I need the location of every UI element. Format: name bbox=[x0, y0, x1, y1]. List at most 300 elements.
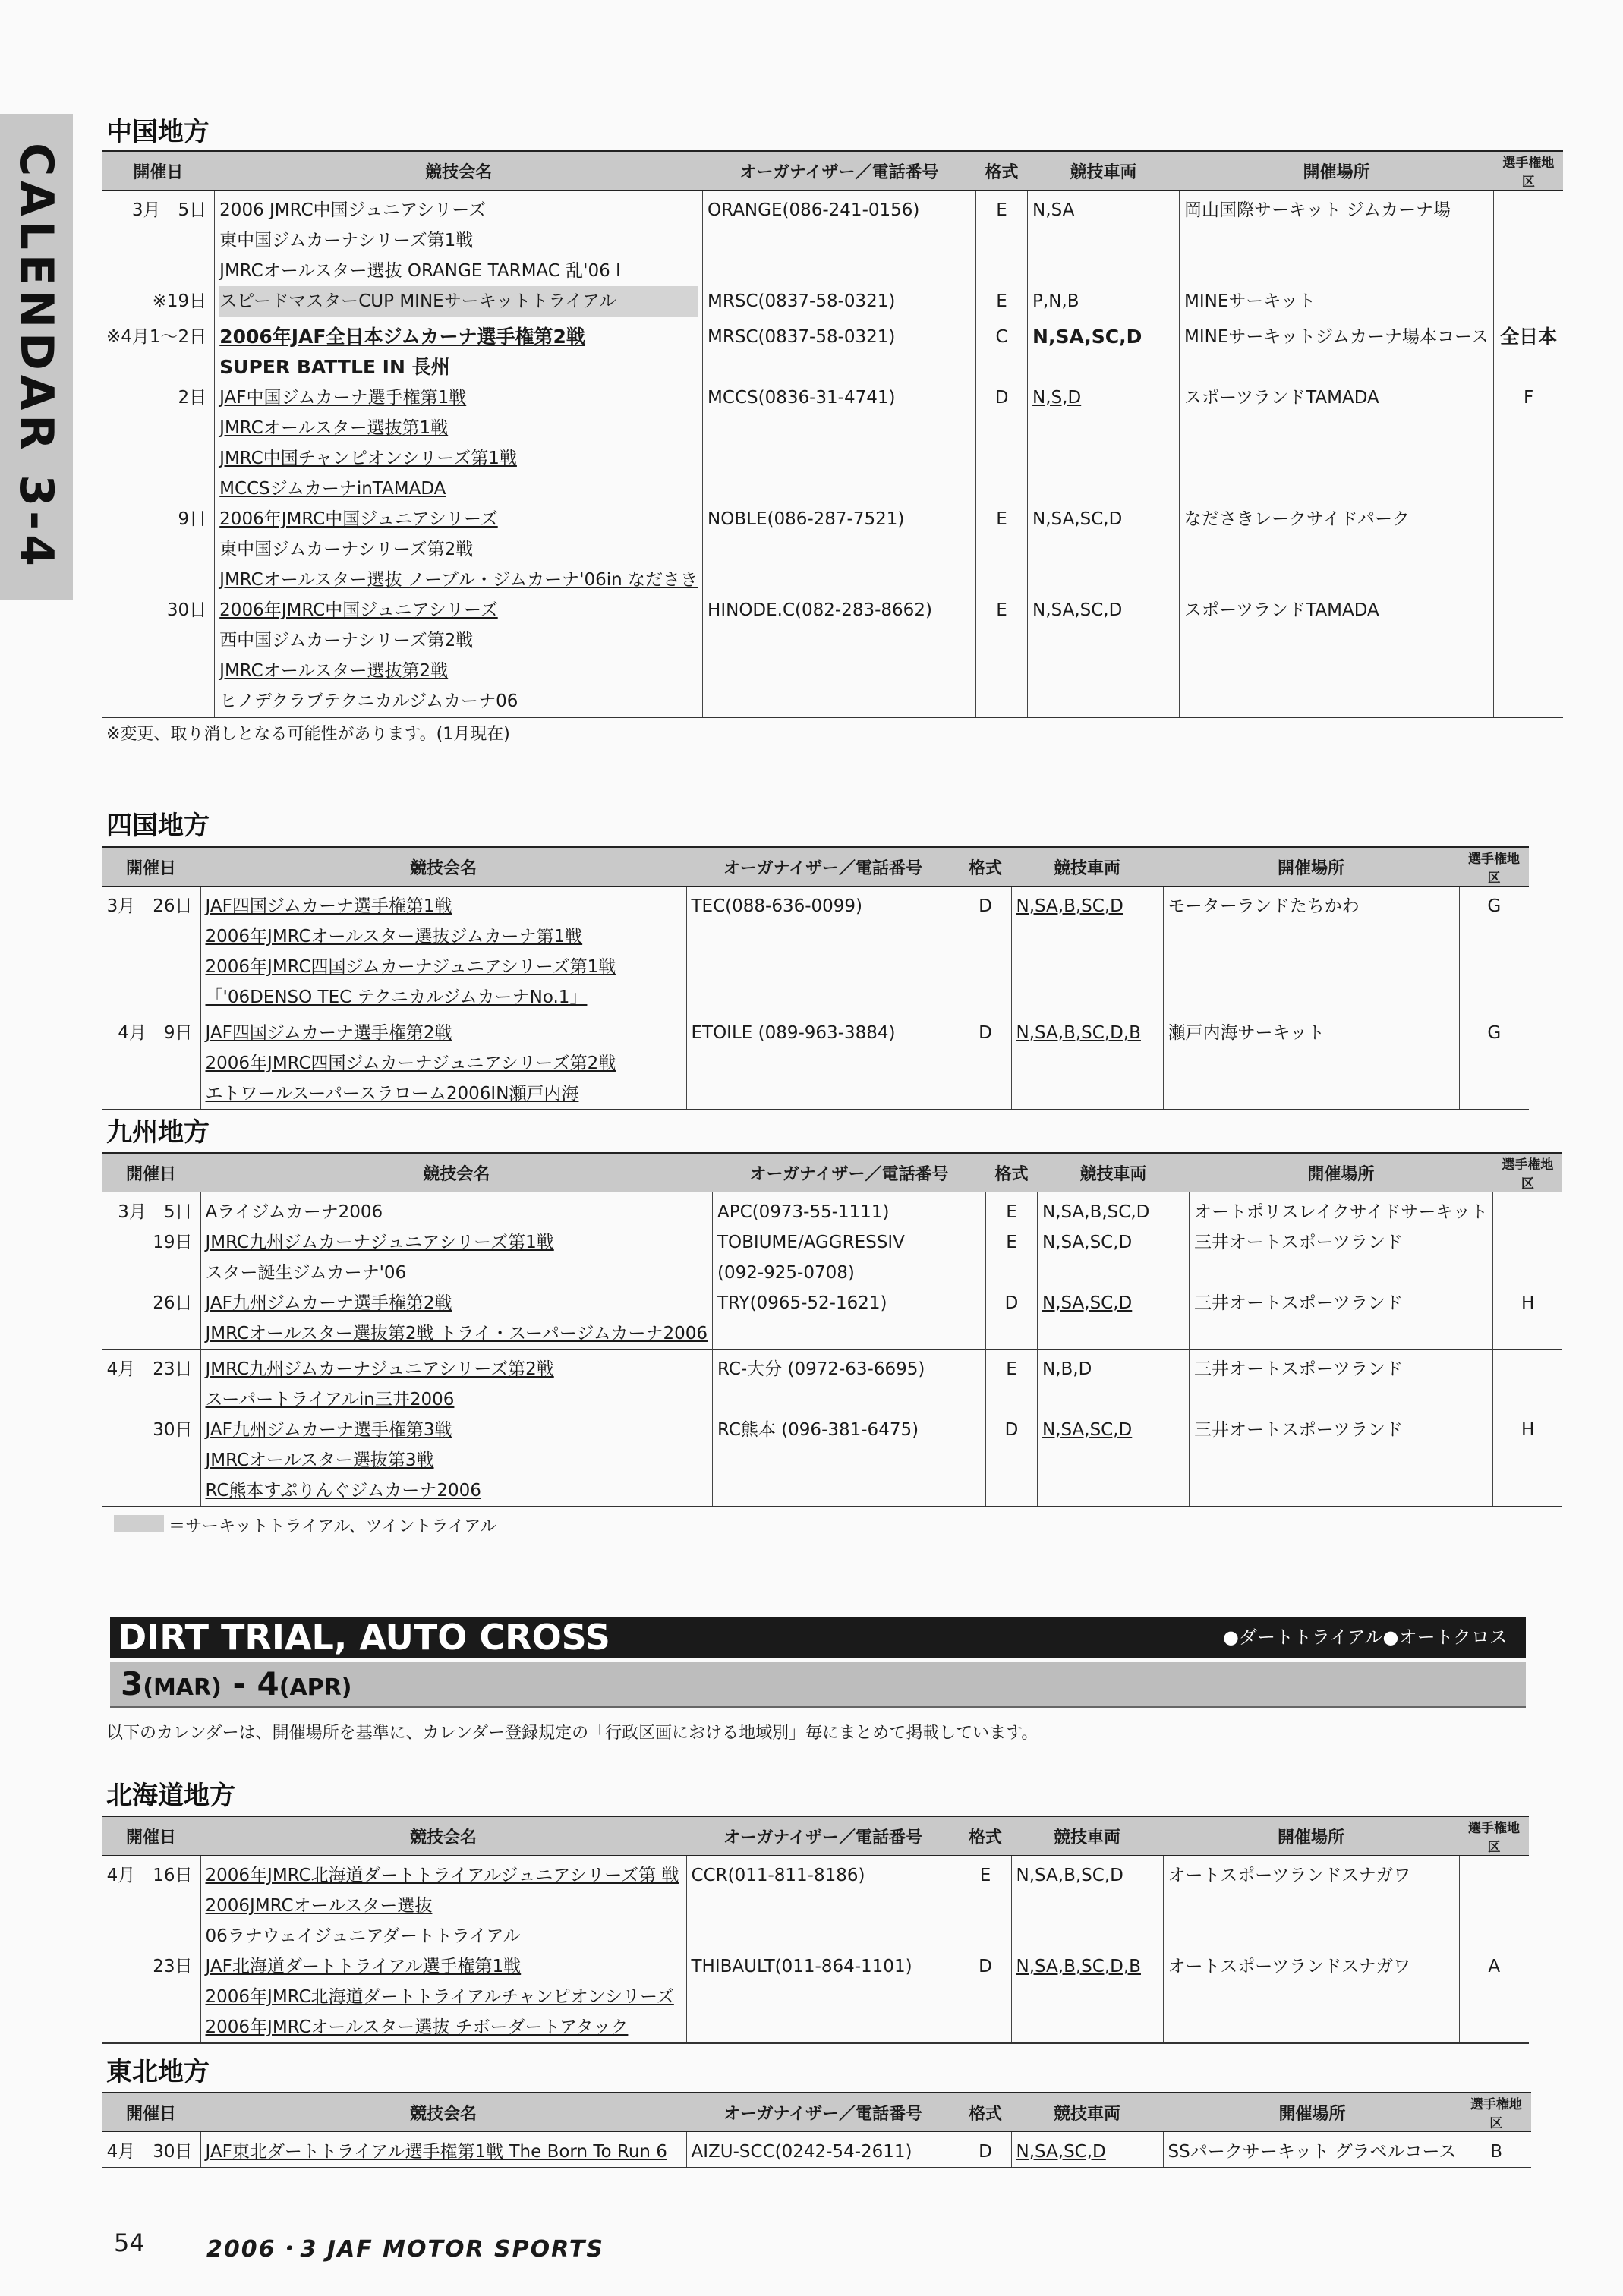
cell-line-area bbox=[1498, 1197, 1558, 1227]
cell-line-date bbox=[106, 1258, 193, 1288]
cell-line-fmt: D bbox=[979, 1957, 992, 1976]
cell-line-fmt bbox=[965, 1982, 1007, 2012]
cell-line-area bbox=[1499, 352, 1559, 383]
cell-date bbox=[102, 1192, 200, 1350]
legend-swatch bbox=[114, 1515, 164, 1532]
cell-line-org bbox=[692, 1891, 955, 1921]
calendar-table-chugoku bbox=[102, 150, 1563, 718]
cell-line-org: CCR(011-811-8186) bbox=[691, 1866, 865, 1885]
cell-line-date bbox=[106, 1318, 193, 1349]
cell-line-name: JMRC九州ジムカーナジュニアシリーズ第2戦 bbox=[205, 1359, 554, 1379]
cell-line-venue: オートポリスレイクサイドサーキット bbox=[1193, 1202, 1488, 1222]
cell-venue bbox=[1163, 2132, 1461, 2168]
cell-line-date bbox=[106, 1982, 193, 2012]
cell-line-cars bbox=[1032, 443, 1174, 474]
cell-line-name: SUPER BATTLE IN 長州 bbox=[219, 356, 450, 378]
cell-line-cars: N,SA,SC,D bbox=[1032, 600, 1123, 620]
column-header: 開催日 bbox=[102, 2093, 200, 2132]
cell-line-name: スピードマスターCUP MINEサーキットトライアル bbox=[219, 286, 698, 317]
cell-cars bbox=[1011, 1856, 1163, 2044]
column-header: 開催場所 bbox=[1163, 1816, 1459, 1856]
cell-line-fmt bbox=[965, 1048, 1007, 1079]
cell-fmt bbox=[985, 1350, 1037, 1507]
cell-line-area bbox=[1498, 1354, 1558, 1384]
cell-line-area bbox=[1464, 1860, 1525, 1891]
cell-line-area bbox=[1499, 443, 1559, 474]
cell-line-org: APC(0973-55-1111) bbox=[717, 1202, 890, 1222]
cell-line-area bbox=[1464, 1048, 1525, 1079]
cell-line-cars: N,SA bbox=[1032, 200, 1075, 220]
column-header: 選手権地区 bbox=[1461, 2093, 1531, 2132]
cell-fmt bbox=[976, 191, 1028, 317]
cell-line-cars: N,SA,SC,D bbox=[1042, 1420, 1133, 1440]
side-tab-label: CALENDAR 3-4 bbox=[10, 143, 63, 571]
cell-line-area bbox=[1464, 1921, 1525, 1951]
cell-line-name: 2006年JMRC中国ジュニアシリーズ bbox=[219, 509, 498, 529]
cell-line-venue: 三井オートスポーツランド bbox=[1193, 1233, 1403, 1252]
cell-line-org: MRSC(0837-58-0321) bbox=[708, 327, 896, 347]
cell-date bbox=[102, 2132, 200, 2168]
cell-date bbox=[102, 191, 215, 317]
column-header: 競技車両 bbox=[1028, 151, 1180, 191]
cell-line-area bbox=[1464, 2012, 1525, 2042]
calendar-table-tohoku bbox=[102, 2092, 1531, 2168]
cell-line-venue: 三井オートスポーツランド bbox=[1193, 1293, 1403, 1313]
cell-line-area: H bbox=[1521, 1293, 1535, 1313]
column-header: オーガナイザー／電話番号 bbox=[703, 151, 976, 191]
cell-line-fmt bbox=[991, 1384, 1032, 1415]
cell-line-date bbox=[106, 352, 206, 383]
column-header: 格式 bbox=[960, 847, 1011, 887]
cell-name bbox=[200, 1013, 686, 1110]
region-title-tohoku: 東北地方 bbox=[106, 2057, 210, 2087]
side-tab bbox=[0, 114, 73, 600]
cell-line-date bbox=[106, 982, 193, 1013]
column-header: 開催日 bbox=[102, 151, 215, 191]
cell-line-date: 3月 5日 bbox=[131, 200, 207, 220]
cell-cars bbox=[1037, 1192, 1189, 1350]
cell-line-org: ORANGE(086-241-0156) bbox=[708, 200, 920, 220]
cell-line-venue bbox=[1168, 982, 1454, 1013]
cell-line-date: 30日 bbox=[166, 600, 207, 620]
cell-line-name: 2006年JMRC北海道ダートトライアルチャンピオンシリーズ bbox=[205, 1987, 674, 2007]
cell-line-org bbox=[692, 1982, 955, 2012]
column-header: 開催日 bbox=[102, 847, 200, 887]
cell-line-org bbox=[717, 1318, 981, 1349]
cell-line-area bbox=[1499, 534, 1559, 565]
column-header: 選手権地区 bbox=[1459, 1816, 1529, 1856]
cell-name bbox=[200, 1192, 712, 1350]
cell-line-name: 2006年JAF全日本ジムカーナ選手権第2戦 bbox=[219, 326, 585, 348]
cell-line-name: JMRCオールスター選抜第3戦 bbox=[205, 1450, 434, 1470]
cell-line-cars bbox=[1032, 256, 1174, 286]
cell-line-name: JMRCオールスター選抜 ノーブル・ジムカーナ'06in なださき bbox=[219, 570, 698, 590]
column-header: 競技車両 bbox=[1011, 1816, 1163, 1856]
cell-line-org bbox=[708, 352, 971, 383]
cell-line-fmt bbox=[981, 443, 1023, 474]
cell-line-fmt bbox=[981, 413, 1023, 443]
region-title-shikoku: 四国地方 bbox=[106, 811, 210, 841]
cell-line-org bbox=[708, 225, 971, 256]
cell-venue bbox=[1163, 1013, 1459, 1110]
cell-line-date bbox=[106, 534, 206, 565]
cell-line-venue bbox=[1184, 225, 1489, 256]
cell-line-org: RC熊本 (096-381-6475) bbox=[717, 1420, 919, 1440]
cell-line-cars bbox=[1032, 225, 1174, 256]
column-header: オーガナイザー／電話番号 bbox=[686, 2093, 960, 2132]
cell-line-area: B bbox=[1490, 2142, 1503, 2162]
cell-line-area bbox=[1498, 1318, 1558, 1349]
cell-line-org: TOBIUME/AGGRESSIV bbox=[717, 1233, 905, 1252]
cell-line-name: JAF東北ダートトライアル選手権第1戦 The Born To Run 6 bbox=[205, 2142, 667, 2162]
cell-line-date: 2日 bbox=[178, 388, 207, 408]
legend-text: ＝サーキットトライアル、ツイントライアル bbox=[169, 1517, 497, 1536]
cell-line-date bbox=[106, 686, 206, 717]
column-header: 開催場所 bbox=[1163, 2093, 1461, 2132]
section-subtitle: ●ダートトライアル●オートクロス bbox=[1222, 1627, 1508, 1648]
cell-line-area bbox=[1464, 921, 1525, 952]
cell-line-fmt bbox=[981, 565, 1023, 595]
cell-line-cars bbox=[1016, 1982, 1158, 2012]
cell-fmt bbox=[960, 2132, 1011, 2168]
intro-text: 以下のカレンダーは、開催場所を基準に、カレンダー登録規定の「行政区画における地域別」毎にまとめて掲載しています。 bbox=[106, 1724, 1038, 1743]
section-band bbox=[110, 1617, 1526, 1658]
cell-line-name: 2006JMRCオールスター選抜 bbox=[205, 1896, 433, 1916]
column-header: 開催日 bbox=[102, 1816, 200, 1856]
cell-line-date bbox=[106, 413, 206, 443]
calendar-table-shikoku bbox=[102, 846, 1529, 1110]
cell-line-cars bbox=[1032, 625, 1174, 656]
column-header: オーガナイザー／電話番号 bbox=[712, 1153, 985, 1192]
cell-line-org bbox=[708, 443, 971, 474]
cell-line-org: NOBLE(086-287-7521) bbox=[708, 509, 905, 529]
cell-line-fmt bbox=[981, 625, 1023, 656]
column-header: 選手権地区 bbox=[1459, 847, 1529, 887]
cell-line-fmt: D bbox=[1004, 1420, 1019, 1440]
cell-line-cars: N,SA,B,SC,D bbox=[1016, 896, 1123, 916]
cell-line-venue bbox=[1184, 656, 1489, 686]
cell-name bbox=[215, 317, 703, 718]
cell-line-area: G bbox=[1487, 1023, 1502, 1043]
cell-line-name: JMRCオールスター選抜第2戦 トライ・スーパージムカーナ2006 bbox=[205, 1324, 708, 1343]
cell-line-area bbox=[1499, 286, 1559, 317]
cell-line-name: 「'06DENSO TEC テクニカルジムカーナNo.1」 bbox=[205, 987, 588, 1007]
cell-line-fmt bbox=[981, 474, 1023, 504]
cell-line-name: ヒノデクラブテクニカルジムカーナ06 bbox=[219, 691, 518, 711]
cell-line-name: スーパートライアルin三井2006 bbox=[205, 1390, 455, 1409]
cell-date bbox=[102, 1013, 200, 1110]
cell-line-venue: MINEサーキット bbox=[1184, 291, 1316, 311]
column-header: 開催日 bbox=[102, 1153, 200, 1192]
cell-fmt bbox=[985, 1192, 1037, 1350]
region-title-chugoku: 中国地方 bbox=[106, 117, 210, 147]
cell-line-fmt bbox=[965, 921, 1007, 952]
cell-line-venue bbox=[1184, 352, 1489, 383]
cell-line-date: ※19日 bbox=[152, 291, 207, 311]
cell-line-fmt: E bbox=[996, 291, 1007, 311]
cell-line-date: ※4月1〜2日 bbox=[106, 327, 207, 347]
cell-line-area bbox=[1464, 1079, 1525, 1109]
cell-line-venue bbox=[1194, 1384, 1488, 1415]
cell-line-date bbox=[106, 952, 193, 982]
region-title-kyushu: 九州地方 bbox=[106, 1117, 210, 1148]
cell-line-date bbox=[106, 1921, 193, 1951]
cell-line-name: 2006年JMRC四国ジムカーナジュニアシリーズ第2戦 bbox=[205, 1054, 616, 1073]
cell-line-cars bbox=[1016, 1048, 1158, 1079]
cell-line-name: JAF九州ジムカーナ選手権第3戦 bbox=[205, 1420, 452, 1440]
cell-line-date: 30日 bbox=[153, 1420, 193, 1440]
cell-line-name: JMRCオールスター選抜第2戦 bbox=[219, 661, 449, 681]
cell-line-cars: N,SA,B,SC,D,B bbox=[1016, 1023, 1141, 1043]
cell-line-org: AIZU-SCC(0242-54-2611) bbox=[691, 2142, 912, 2162]
cell-line-fmt bbox=[991, 1476, 1032, 1506]
cell-line-venue: オートスポーツランドスナガワ bbox=[1168, 1957, 1411, 1976]
cell-fmt bbox=[960, 1013, 1011, 1110]
cell-area bbox=[1492, 1350, 1562, 1507]
column-header: 格式 bbox=[960, 2093, 1011, 2132]
cell-line-org bbox=[708, 656, 971, 686]
column-header: 格式 bbox=[985, 1153, 1037, 1192]
cell-line-date bbox=[106, 1384, 193, 1415]
cell-line-name: MCCSジムカーナinTAMADA bbox=[219, 479, 446, 499]
cell-line-org bbox=[692, 2012, 955, 2042]
cell-line-area: 全日本 bbox=[1500, 326, 1558, 348]
cell-line-date: 3月 26日 bbox=[106, 896, 193, 916]
cell-line-name: 2006年JMRC中国ジュニアシリーズ bbox=[219, 600, 498, 620]
cell-line-fmt bbox=[965, 982, 1007, 1013]
column-header: 格式 bbox=[960, 1816, 1011, 1856]
cell-line-venue bbox=[1184, 534, 1489, 565]
cell-line-fmt bbox=[981, 225, 1023, 256]
cell-line-fmt bbox=[965, 952, 1007, 982]
cell-venue bbox=[1180, 317, 1494, 718]
cell-line-area bbox=[1498, 1258, 1558, 1288]
cell-line-cars bbox=[1016, 1921, 1158, 1951]
cell-line-area bbox=[1464, 1891, 1525, 1921]
cell-line-name: JAF中国ジムカーナ選手権第1戦 bbox=[219, 388, 467, 408]
cell-line-venue bbox=[1168, 1982, 1454, 2012]
cell-line-venue: 岡山国際サーキット ジムカーナ場 bbox=[1184, 200, 1451, 220]
column-header: 格式 bbox=[976, 151, 1028, 191]
cell-line-cars bbox=[1016, 2012, 1158, 2042]
cell-line-fmt: E bbox=[1006, 1233, 1017, 1252]
cell-venue bbox=[1163, 887, 1459, 1013]
cell-line-cars bbox=[1032, 686, 1174, 717]
cell-line-org: (092-925-0708) bbox=[717, 1263, 855, 1283]
cell-line-name: エトワールスーパースラローム2006IN瀬戸内海 bbox=[205, 1084, 579, 1104]
cell-line-area: H bbox=[1521, 1420, 1535, 1440]
cell-line-venue: なださきレークサイドパーク bbox=[1184, 509, 1410, 529]
cell-line-cars bbox=[1042, 1318, 1184, 1349]
cell-line-venue: MINEサーキットジムカーナ場本コース bbox=[1184, 327, 1489, 347]
cell-line-venue bbox=[1168, 2012, 1454, 2042]
month-range: 3(MAR) - 4(APR) bbox=[121, 1665, 352, 1702]
cell-line-cars: N,SA,B,SC,D bbox=[1042, 1202, 1150, 1222]
cell-org bbox=[686, 2132, 960, 2168]
column-header: 開催場所 bbox=[1180, 151, 1494, 191]
column-header: オーガナイザー／電話番号 bbox=[686, 1816, 960, 1856]
cell-line-cars: N,SA,B,SC,D,B bbox=[1016, 1957, 1141, 1976]
cell-line-venue bbox=[1194, 1445, 1488, 1476]
cell-cars bbox=[1028, 317, 1180, 718]
cell-line-cars bbox=[1042, 1258, 1184, 1288]
column-header: 選手権地区 bbox=[1492, 1153, 1562, 1192]
cell-line-venue: 瀬戸内海サーキット bbox=[1168, 1023, 1325, 1043]
table-row bbox=[102, 1013, 1529, 1110]
cell-name bbox=[215, 191, 703, 317]
cell-org bbox=[703, 317, 976, 718]
cell-cars bbox=[1011, 1013, 1163, 1110]
cell-line-area: A bbox=[1488, 1957, 1501, 1976]
cell-line-venue bbox=[1168, 952, 1454, 982]
cell-line-area: G bbox=[1487, 896, 1502, 916]
cell-line-area bbox=[1464, 1982, 1525, 2012]
cell-date bbox=[102, 887, 200, 1013]
cell-line-date: 23日 bbox=[153, 1957, 193, 1976]
cell-line-venue bbox=[1194, 1476, 1488, 1506]
cell-line-fmt bbox=[981, 256, 1023, 286]
cell-line-cars bbox=[1016, 952, 1158, 982]
cell-line-org: RC-大分 (0972-63-6695) bbox=[717, 1359, 925, 1379]
cell-fmt bbox=[960, 887, 1011, 1013]
cell-line-name: Aライジムカーナ2006 bbox=[205, 1202, 383, 1222]
cell-line-area bbox=[1464, 952, 1525, 982]
cell-line-venue bbox=[1184, 256, 1489, 286]
cell-fmt bbox=[960, 1856, 1011, 2044]
cell-line-org: TRY(0965-52-1621) bbox=[717, 1293, 887, 1313]
cell-line-cars: N,S,D bbox=[1032, 388, 1082, 408]
cell-area bbox=[1492, 1192, 1562, 1350]
cell-line-org bbox=[708, 256, 971, 286]
cell-line-date bbox=[106, 656, 206, 686]
cell-line-area bbox=[1499, 195, 1559, 225]
cell-line-org bbox=[708, 534, 971, 565]
cell-line-fmt: D bbox=[994, 388, 1009, 408]
cell-line-venue bbox=[1168, 1048, 1454, 1079]
cell-line-fmt: E bbox=[1006, 1359, 1017, 1379]
cell-line-area bbox=[1498, 1227, 1558, 1258]
cell-line-venue bbox=[1194, 1318, 1488, 1349]
column-header: 競技会名 bbox=[200, 1153, 712, 1192]
cell-line-cars bbox=[1032, 656, 1174, 686]
cell-line-fmt bbox=[981, 686, 1023, 717]
cell-line-name: JMRC九州ジムカーナジュニアシリーズ第1戦 bbox=[205, 1233, 554, 1252]
cell-name bbox=[200, 887, 686, 1013]
cell-line-cars bbox=[1032, 413, 1174, 443]
cell-line-date: 4月 9日 bbox=[118, 1023, 193, 1043]
cell-line-area bbox=[1499, 413, 1559, 443]
cell-line-area bbox=[1499, 625, 1559, 656]
cell-line-fmt: E bbox=[996, 200, 1007, 220]
cell-org bbox=[712, 1192, 985, 1350]
table-row bbox=[102, 191, 1563, 317]
table-row bbox=[102, 1856, 1529, 2044]
cell-line-date bbox=[106, 443, 206, 474]
cell-line-area bbox=[1498, 1445, 1558, 1476]
cell-line-cars bbox=[1016, 1891, 1158, 1921]
cell-line-venue bbox=[1184, 625, 1489, 656]
cell-line-name: JAF四国ジムカーナ選手権第1戦 bbox=[205, 896, 452, 916]
cell-line-venue bbox=[1184, 443, 1489, 474]
cell-line-fmt: E bbox=[1006, 1202, 1017, 1222]
cell-line-area bbox=[1499, 225, 1559, 256]
cell-date bbox=[102, 1350, 200, 1507]
cell-line-venue: オートスポーツランドスナガワ bbox=[1168, 1866, 1411, 1885]
cell-line-name: JAF北海道ダートトライアル選手権第1戦 bbox=[205, 1957, 522, 1976]
cell-line-cars bbox=[1032, 474, 1174, 504]
cell-line-fmt bbox=[965, 1079, 1007, 1109]
cell-line-fmt bbox=[981, 352, 1023, 383]
cell-line-cars: N,SA,SC,D bbox=[1042, 1293, 1133, 1313]
cell-line-name: 2006年JMRC四国ジムカーナジュニアシリーズ第1戦 bbox=[205, 957, 616, 977]
cell-line-date bbox=[106, 1445, 193, 1476]
calendar-table-hokkaido bbox=[102, 1816, 1529, 2044]
cell-area bbox=[1493, 317, 1563, 718]
cell-line-name: 2006年JMRC北海道ダートトライアルジュニアシリーズ第 戦 bbox=[205, 1866, 679, 1885]
cell-line-name: JAF九州ジムカーナ選手権第2戦 bbox=[205, 1293, 452, 1313]
cell-line-fmt: C bbox=[995, 327, 1008, 347]
region-title-hokkaido: 北海道地方 bbox=[106, 1781, 235, 1811]
cell-line-date: 19日 bbox=[153, 1233, 193, 1252]
cell-line-org bbox=[708, 413, 971, 443]
cell-line-cars bbox=[1032, 534, 1174, 565]
cell-line-date bbox=[106, 625, 206, 656]
column-header: 競技会名 bbox=[215, 151, 703, 191]
cell-line-date bbox=[106, 921, 193, 952]
cell-line-cars bbox=[1016, 921, 1158, 952]
cell-venue bbox=[1163, 1856, 1459, 2044]
cell-line-org bbox=[692, 982, 955, 1013]
table-row bbox=[102, 2132, 1531, 2168]
column-header: 開催場所 bbox=[1189, 1153, 1492, 1192]
cell-line-org bbox=[692, 1079, 955, 1109]
cell-line-fmt: D bbox=[979, 1023, 992, 1043]
cell-line-org bbox=[717, 1384, 981, 1415]
cell-line-fmt: D bbox=[1004, 1293, 1019, 1313]
cell-line-cars bbox=[1016, 1079, 1158, 1109]
cell-line-cars: N,SA,SC,D bbox=[1016, 2142, 1106, 2162]
cell-line-org: MCCS(0836-31-4741) bbox=[708, 388, 896, 408]
cell-line-fmt: E bbox=[979, 1866, 991, 1885]
cell-line-org bbox=[692, 1921, 955, 1951]
cell-line-venue bbox=[1168, 1891, 1454, 1921]
cell-line-cars: P,N,B bbox=[1032, 291, 1079, 311]
cell-line-area bbox=[1499, 504, 1559, 534]
cell-line-date: 9日 bbox=[178, 509, 207, 529]
cell-line-area bbox=[1499, 686, 1559, 717]
column-header: 競技車両 bbox=[1011, 847, 1163, 887]
cell-line-venue bbox=[1184, 565, 1489, 595]
cell-venue bbox=[1180, 191, 1494, 317]
cell-line-date bbox=[106, 474, 206, 504]
cell-line-cars: N,SA,B,SC,D bbox=[1016, 1866, 1123, 1885]
cell-line-date: 4月 16日 bbox=[106, 1866, 193, 1885]
magazine-title: 2006・3 JAF MOTOR SPORTS bbox=[206, 2236, 604, 2263]
cell-line-org: HINODE.C(082-283-8662) bbox=[708, 600, 932, 620]
cell-line-org: ETOILE (089-963-3884) bbox=[691, 1023, 896, 1043]
cell-area bbox=[1459, 1856, 1529, 2044]
cell-line-cars: N,B,D bbox=[1042, 1359, 1092, 1379]
cell-line-name: 06ラナウェイジュニアダートトライアル bbox=[205, 1926, 521, 1946]
cell-line-fmt bbox=[965, 1891, 1007, 1921]
cell-line-area bbox=[1499, 474, 1559, 504]
cell-line-area bbox=[1498, 1384, 1558, 1415]
cell-line-date bbox=[106, 256, 206, 286]
cell-org bbox=[703, 191, 976, 317]
cell-line-name: 西中国ジムカーナシリーズ第2戦 bbox=[219, 631, 474, 650]
cell-line-venue bbox=[1184, 474, 1489, 504]
cell-line-date: 3月 5日 bbox=[118, 1202, 193, 1222]
